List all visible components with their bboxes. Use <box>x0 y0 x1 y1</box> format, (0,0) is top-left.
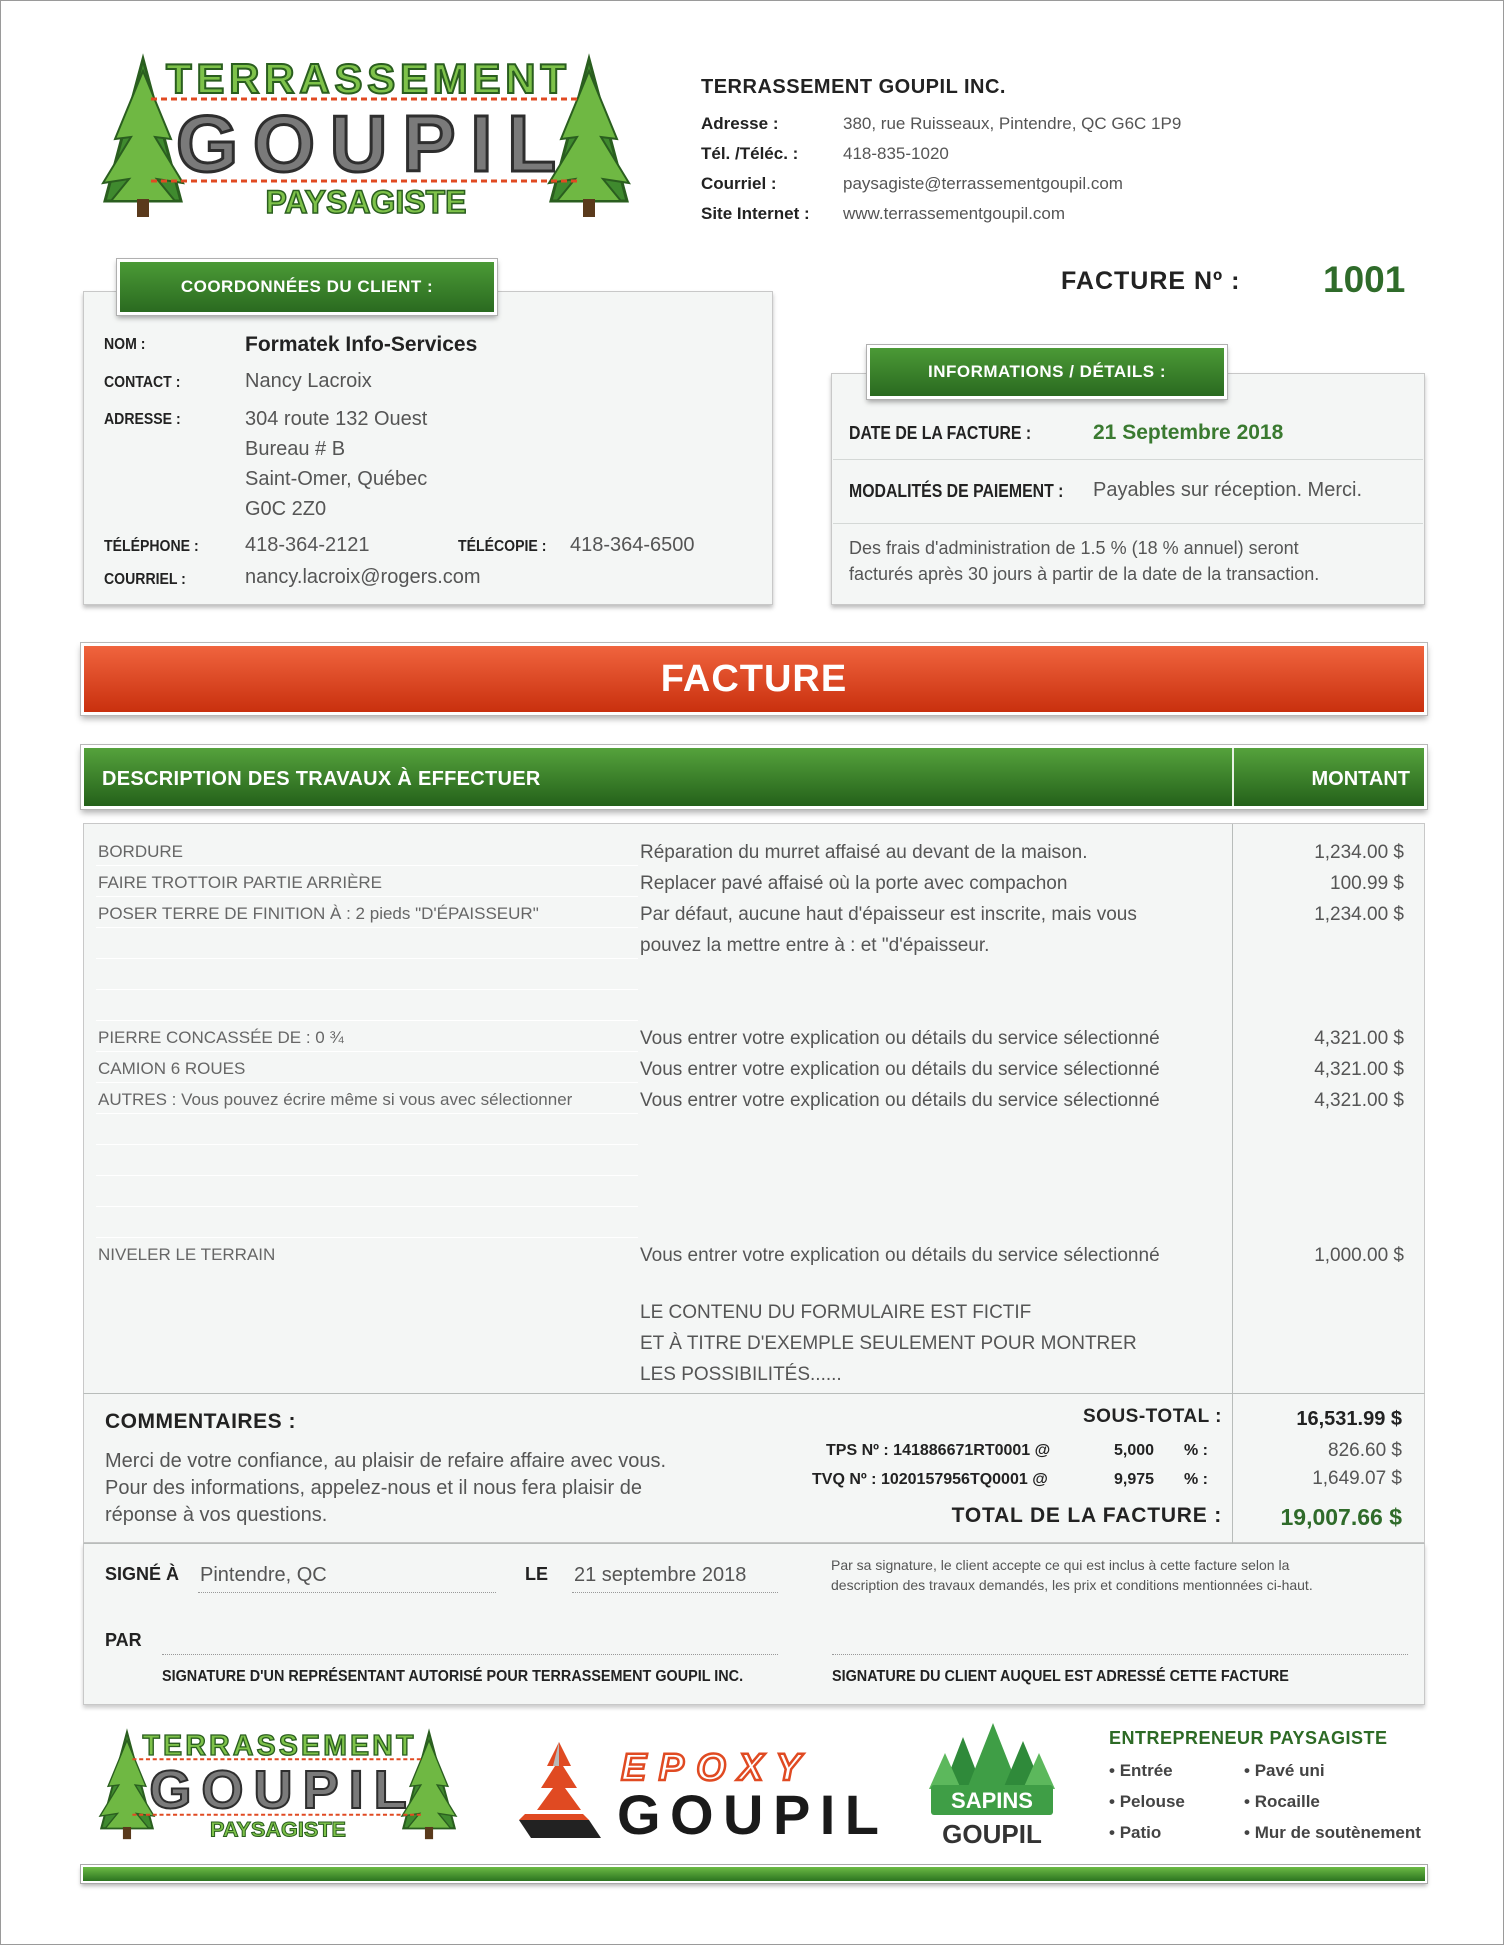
item-amount[interactable]: 4,321.00 $ <box>1314 1059 1404 1080</box>
service-label: Entrée <box>1119 1761 1173 1780</box>
company-website-row <box>701 199 1261 229</box>
payment-terms: Payables sur réception. Merci. <box>1093 479 1363 501</box>
service-item: • Mur de soutènement <box>1244 1823 1421 1842</box>
item-line <box>96 1144 638 1145</box>
logo-line3: PAYSAGISTE <box>265 184 467 220</box>
item-line <box>96 958 638 959</box>
item-name[interactable]: AUTRES : Vous pouvez écrire même si vous avec sélectionner <box>98 1090 573 1109</box>
payment-terms-label: MODALITÉS DE PAIEMENT : <box>849 481 1064 501</box>
comments-line1[interactable]: Merci de votre confiance, au plaisir de refaire affaire avec vous. <box>105 1450 667 1472</box>
client-fax-label: TÉLÉCOPIE : <box>458 538 547 555</box>
invoice-number: 1001 <box>1323 259 1406 300</box>
rep-signature-caption: SIGNATURE D'UN REPRÉSENTANT AUTORISÉ POUR TERRASSEMENT GOUPIL INC. <box>162 1668 744 1685</box>
company-phone-row <box>701 139 1261 169</box>
services-title: ENTREPRENEUR PAYSAGISTE <box>1109 1728 1388 1748</box>
item-description[interactable]: Vous entrer votre explication ou détails du service sélectionné <box>640 1028 1160 1049</box>
total-label: TOTAL DE LA FACTURE : <box>951 1504 1222 1527</box>
service-label: Rocaille <box>1254 1792 1320 1811</box>
table-row <box>84 868 1426 899</box>
sapins-goupil-logo <box>923 1719 1061 1851</box>
item-description[interactable]: Réparation du murret affaisé au devant de la maison. <box>640 842 1088 863</box>
service-label: Pelouse <box>1119 1792 1185 1811</box>
client-signature-caption: SIGNATURE DU CLIENT AUQUEL EST ADRESSÉ CETTE FACTURE <box>832 1668 1289 1685</box>
footer-company-logo <box>85 1726 471 1846</box>
signed-at-label: SIGNÉ À <box>105 1564 180 1584</box>
logo-line1: TERRASSEMENT <box>166 55 566 102</box>
item-description-continued[interactable]: pouvez la mettre entre à : et "d'épaisseur. <box>640 935 990 956</box>
service-label: Mur de soutènement <box>1254 1823 1421 1842</box>
fees-note-line2: facturés après 30 jours à partir de la date de la transaction. <box>849 564 1320 584</box>
invoice-date-label: DATE DE LA FACTURE : <box>849 423 1032 443</box>
client-name: Formatek Info-Services <box>245 333 478 356</box>
company-phone-label: Tél. /Téléc. : <box>701 144 799 163</box>
service-item: • Patio <box>1109 1823 1162 1842</box>
company-address-row <box>701 109 1261 139</box>
footer-logo-line3: PAYSAGISTE <box>210 1816 346 1842</box>
item-amount[interactable]: 100.99 $ <box>1330 873 1404 894</box>
column-header-amount: MONTANT <box>1311 768 1410 790</box>
service-item: • Rocaille <box>1244 1792 1320 1811</box>
rep-signature-line[interactable] <box>162 1654 778 1655</box>
invoice-banner: FACTURE <box>81 643 1427 715</box>
client-phone-label: TÉLÉPHONE : <box>104 538 199 555</box>
item-amount[interactable]: 4,321.00 $ <box>1314 1028 1404 1049</box>
total-value: 19,007.66 $ <box>1280 1504 1402 1530</box>
signed-at-field[interactable]: Pintendre, QC <box>200 1564 327 1586</box>
sapins-word: SAPINS <box>951 1788 1033 1813</box>
client-address-line2: Bureau # B <box>245 438 346 460</box>
tvq-percent: % : <box>1184 1471 1208 1488</box>
client-address-line1: 304 route 132 Ouest <box>245 408 428 430</box>
signature-section <box>83 1543 1425 1705</box>
item-description[interactable]: Vous entrer votre explication ou détails du service sélectionné <box>640 1059 1160 1080</box>
table-row <box>84 1240 1426 1271</box>
item-name[interactable]: PIERRE CONCASSÉE DE : 0 ¾ <box>98 1028 344 1047</box>
item-name[interactable]: CAMION 6 ROUES <box>98 1059 246 1078</box>
footer-bar <box>81 1865 1427 1883</box>
epoxy-goupil-logo <box>509 1736 889 1846</box>
client-email[interactable]: nancy.lacroix@rogers.com <box>245 566 481 588</box>
tvq-label: TVQ Nº : 1020157956TQ0001 @ <box>812 1471 1048 1488</box>
fictive-notice-line2: ET À TITRE D'EXEMPLE SEULEMENT POUR MONTRER <box>640 1333 1137 1354</box>
totals-section <box>83 1393 1425 1543</box>
item-name[interactable]: POSER TERRE DE FINITION À : 2 pieds "D'ÉPAISSEUR" <box>98 904 539 923</box>
subtotal-label: SOUS-TOTAL : <box>1083 1406 1222 1427</box>
column-header-description: DESCRIPTION DES TRAVAUX À EFFECTUER <box>102 768 541 790</box>
company-email-row <box>701 169 1261 199</box>
footer-logo-line1: TERRASSEMENT <box>142 1730 414 1763</box>
service-label: Patio <box>1119 1823 1162 1842</box>
item-name[interactable]: BORDURE <box>98 842 184 861</box>
sapins-trees-icon <box>929 1723 1055 1789</box>
company-website[interactable]: www.terrassementgoupil.com <box>843 204 1066 223</box>
epoxy-word: EPOXY <box>621 1747 801 1789</box>
item-amount[interactable]: 4,321.00 $ <box>1314 1090 1404 1111</box>
signed-at-underline <box>198 1592 496 1593</box>
client-address-line4: G0C 2Z0 <box>245 498 327 520</box>
client-name-label: NOM : <box>104 336 146 353</box>
company-address: 380, rue Ruisseaux, Pintendre, QC G6C 1P9 <box>843 114 1182 133</box>
invoice-date: 21 Septembre 2018 <box>1093 421 1284 444</box>
client-phone: 418-364-2121 <box>245 534 370 556</box>
comments-line3[interactable]: réponse à vos questions. <box>105 1504 328 1526</box>
service-item: • Entrée <box>1109 1761 1173 1780</box>
table-row <box>84 1085 1426 1116</box>
company-phone: 418-835-1020 <box>843 144 949 163</box>
client-email-label: COURRIEL : <box>104 571 186 588</box>
client-address-line3: Saint-Omer, Québec <box>245 468 428 490</box>
fictive-notice-line1: LE CONTENU DU FORMULAIRE EST FICTIF <box>640 1302 1032 1323</box>
subtotal-value: 16,531.99 $ <box>1296 1408 1402 1430</box>
invoice-number-label: FACTURE Nº : <box>1061 267 1241 295</box>
item-amount[interactable]: 1,234.00 $ <box>1314 842 1404 863</box>
tvq-value: 1,649.07 $ <box>1312 1468 1402 1489</box>
item-description[interactable]: Vous entrer votre explication ou détails du service sélectionné <box>640 1090 1160 1111</box>
service-item: • Pelouse <box>1109 1792 1185 1811</box>
column-separator <box>1232 748 1234 806</box>
company-address-label: Adresse : <box>701 114 779 133</box>
epoxy-tree-icon <box>519 1742 601 1838</box>
comments-line2[interactable]: Pour des informations, appelez-nous et il nous fera plaisir de <box>105 1477 642 1499</box>
tps-percent: % : <box>1184 1442 1208 1459</box>
table-body <box>83 823 1425 1393</box>
info-divider-1 <box>833 459 1423 460</box>
invoice-info-tab: INFORMATIONS / DÉTAILS : <box>867 345 1227 399</box>
tps-value: 826.60 $ <box>1328 1440 1402 1461</box>
epoxy-goupil-word: GOUPIL <box>617 1783 879 1846</box>
signed-date-underline <box>572 1592 778 1593</box>
client-address-label: ADRESSE : <box>104 411 181 428</box>
company-website-label: Site Internet : <box>701 204 810 223</box>
item-name[interactable]: FAIRE TROTTOIR PARTIE ARRIÈRE <box>98 873 383 892</box>
company-name: TERRASSEMENT GOUPIL INC. <box>701 76 1006 98</box>
table-row <box>84 1054 1426 1085</box>
tps-rate[interactable]: 5,000 <box>1114 1442 1155 1459</box>
item-description[interactable]: Par défaut, aucune haut d'épaisseur est inscrite, mais vous <box>640 904 1137 925</box>
footer-logo-line2: GOUPIL <box>149 1760 407 1821</box>
sapins-goupil-word: GOUPIL <box>942 1819 1042 1849</box>
item-description[interactable]: Replacer pavé affaisé où la porte avec compachon <box>640 873 1068 894</box>
signature-note-line2: description des travaux demandés, les prix et conditions mentionnées ci-haut. <box>831 1577 1313 1593</box>
item-line <box>96 1237 638 1238</box>
table-header <box>81 745 1427 809</box>
company-email-label: Courriel : <box>701 174 777 193</box>
company-info <box>701 76 1261 229</box>
client-fax: 418-364-6500 <box>570 534 695 556</box>
item-line <box>96 989 638 990</box>
comments-label: COMMENTAIRES : <box>105 1410 296 1433</box>
item-description[interactable]: Vous entrer votre explication ou détails du service sélectionné <box>640 1245 1160 1266</box>
client-contact: Nancy Lacroix <box>245 370 372 392</box>
by-label: PAR <box>105 1630 142 1650</box>
signed-date-field[interactable]: 21 septembre 2018 <box>574 1564 747 1586</box>
client-contact-label: CONTACT : <box>104 374 181 391</box>
fictive-notice-line3: LES POSSIBILITÉS...... <box>640 1364 842 1385</box>
signature-note-line1: Par sa signature, le client accepte ce qui est inclus à cette facture selon la <box>831 1557 1290 1573</box>
item-line <box>96 1175 638 1176</box>
logo-line2: GOUPIL <box>176 99 556 188</box>
company-email[interactable]: paysagiste@terrassementgoupil.com <box>843 174 1123 193</box>
company-logo <box>81 51 651 226</box>
service-label: Pavé uni <box>1254 1761 1325 1780</box>
client-tab: COORDONNÉES DU CLIENT : <box>117 259 497 315</box>
info-divider-2 <box>833 523 1423 524</box>
item-line <box>96 1020 638 1021</box>
table-row <box>84 899 1426 930</box>
totals-separator <box>1232 1394 1233 1544</box>
item-amount[interactable]: 1,000.00 $ <box>1314 1245 1404 1266</box>
tvq-rate[interactable]: 9,975 <box>1114 1471 1155 1488</box>
service-item: • Pavé uni <box>1244 1761 1325 1780</box>
date-label: LE <box>525 1564 549 1584</box>
fees-note-line1: Des frais d'administration de 1.5 % (18 % annuel) seront <box>849 538 1299 558</box>
client-signature-line[interactable] <box>832 1654 1408 1655</box>
item-line <box>96 1206 638 1207</box>
table-row <box>84 1023 1426 1054</box>
table-row <box>84 837 1426 868</box>
tps-label: TPS Nº : 141886671RT0001 @ <box>826 1442 1051 1459</box>
item-name[interactable]: NIVELER LE TERRAIN <box>98 1245 276 1264</box>
item-amount[interactable]: 1,234.00 $ <box>1314 904 1404 925</box>
